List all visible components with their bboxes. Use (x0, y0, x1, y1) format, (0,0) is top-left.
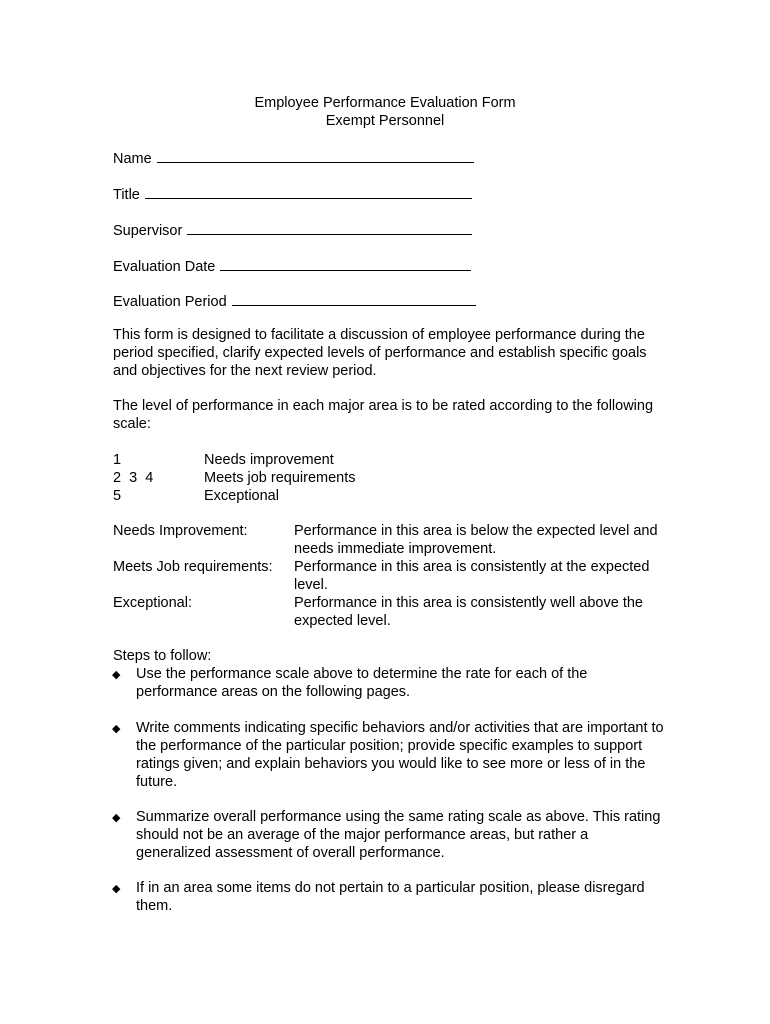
scale-value: 1 (113, 452, 122, 468)
evaluation-date-label: Evaluation Date (113, 259, 216, 275)
diamond-bullet-icon: ◆ (112, 669, 121, 681)
definition-term: Meets Job requirements: (113, 559, 273, 575)
definition-term: Exceptional: (113, 595, 192, 611)
supervisor-input-line[interactable] (187, 219, 472, 235)
definition-term: Needs Improvement: (113, 523, 248, 539)
form-title: Employee Performance Evaluation Form (254, 95, 516, 111)
evaluation-period-label: Evaluation Period (113, 294, 227, 310)
scale-label: Needs improvement (204, 452, 334, 468)
title-field (113, 183, 472, 204)
evaluation-date-field (113, 255, 471, 276)
step-item: Summarize overall performance using the same rating scale as above. This rating should not be an average of the major performance areas, but rather a generalized assessment of overall performance. (136, 809, 661, 861)
name-input-line[interactable] (157, 147, 474, 163)
definition-description: Performance in this area is consistently at the expected level. (294, 559, 650, 593)
evaluation-period-input-line[interactable] (232, 290, 476, 306)
diamond-bullet-icon: ◆ (112, 812, 121, 824)
intro-paragraph: This form is designed to facilitate a discussion of employee performance during the period specified, clarify expected levels of performance and establish specific goals and objectives for the next review period. (113, 327, 647, 379)
diamond-bullet-icon: ◆ (112, 723, 121, 735)
title-label: Title (113, 187, 140, 203)
scale-label: Exceptional (204, 488, 279, 504)
step-item: If in an area some items do not pertain to a particular position, please disregard them. (136, 880, 645, 914)
definition-description: Performance in this area is consistently well above the expected level. (294, 595, 643, 629)
supervisor-field (113, 219, 472, 240)
diamond-bullet-icon: ◆ (112, 883, 121, 895)
step-item: Use the performance scale above to determine the rate for each of the performance areas on the following pages. (136, 666, 588, 700)
evaluation-period-field (113, 290, 476, 311)
scale-value: 2 3 4 (113, 470, 154, 486)
scale-value: 5 (113, 488, 122, 504)
name-label: Name (113, 151, 152, 167)
name-field (113, 147, 474, 168)
form-subtitle: Exempt Personnel (325, 113, 445, 129)
step-item: Write comments indicating specific behaviors and/or activities that are important to the performance of the particular position; provide specific examples to support ratings given; and explain behaviors you would like to see more or less of in the future. (136, 720, 664, 790)
scale-label: Meets job requirements (204, 470, 356, 486)
supervisor-label: Supervisor (113, 223, 183, 239)
definition-description: Performance in this area is below the expected level and needs immediate improvement. (294, 523, 658, 557)
scale-intro-paragraph: The level of performance in each major area is to be rated according to the following scale: (113, 398, 654, 432)
evaluation-date-input-line[interactable] (220, 255, 471, 271)
title-input-line[interactable] (145, 183, 472, 199)
steps-heading: Steps to follow: (113, 648, 212, 664)
